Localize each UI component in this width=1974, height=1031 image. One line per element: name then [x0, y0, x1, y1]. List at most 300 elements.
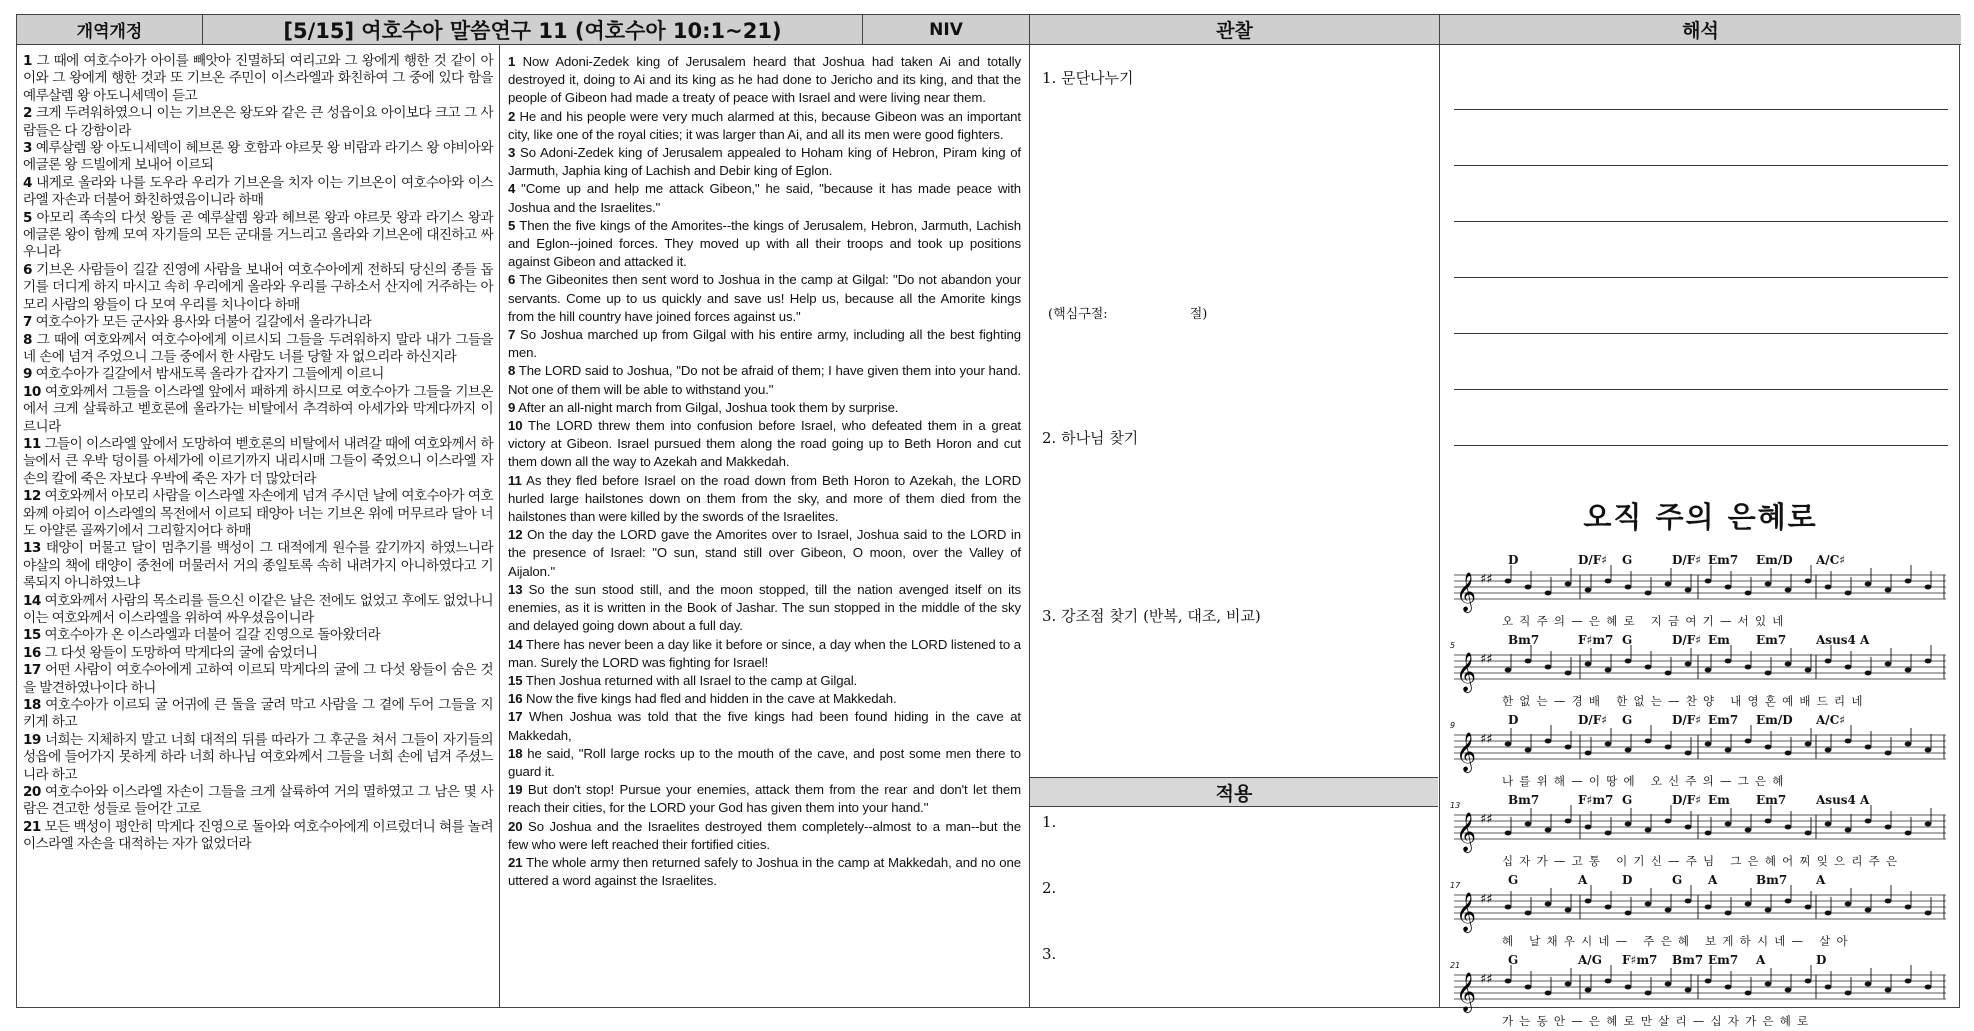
- verse: [508, 53, 1021, 108]
- note-icon: [1705, 979, 1712, 984]
- chord-label: A/C♯: [1816, 713, 1846, 727]
- key-signature-icon: ♯♯: [1480, 812, 1493, 827]
- korean-passage: [23, 53, 493, 854]
- chord-label: G: [1508, 873, 1519, 887]
- note-icon: [1865, 908, 1872, 913]
- verse-number: 4: [23, 174, 32, 191]
- verse-number: 14: [508, 636, 523, 652]
- chord-label: A: [1578, 873, 1588, 887]
- chord-label: D: [1622, 873, 1633, 887]
- writing-line[interactable]: [1454, 333, 1948, 334]
- chord-label: Bm7: [1508, 793, 1540, 807]
- note-icon: [1925, 659, 1932, 664]
- note-icon: [1505, 668, 1512, 673]
- writing-line[interactable]: [1454, 277, 1948, 278]
- note-icon: [1765, 982, 1772, 987]
- music-row: [1450, 553, 1948, 631]
- verse-text: 여호수아가 이르되 굴 어귀에 큰 돌을 굴려 막고 사람을 그 곁에 두어 그들을 지키게 하고: [23, 697, 493, 731]
- treble-clef-icon: 𝄞: [1456, 972, 1477, 1012]
- note-icon: [1645, 665, 1652, 670]
- note-icon: [1505, 831, 1512, 836]
- verse-number: 18: [23, 697, 41, 714]
- note-icon: [1505, 742, 1512, 747]
- note-icon: [1665, 582, 1672, 587]
- verse: [508, 690, 1021, 708]
- verse-number: 10: [23, 383, 41, 400]
- chord-label: D/F♯: [1578, 553, 1608, 567]
- note-icon: [1585, 751, 1592, 756]
- verse-text: he said, "Roll large rocks up to the mouth of the cave, and post some men there to guard it.: [508, 745, 1021, 779]
- note-icon: [1545, 739, 1552, 744]
- verse: [23, 366, 493, 383]
- application-item-2[interactable]: 2.: [1042, 879, 1057, 897]
- verse: [23, 262, 493, 314]
- note-icon: [1525, 822, 1532, 827]
- note-icon: [1925, 585, 1932, 590]
- note-icon: [1725, 659, 1732, 664]
- note-icon: [1885, 825, 1892, 830]
- music-staff: [1450, 873, 1948, 933]
- note-icon: [1745, 828, 1752, 833]
- note-icon: [1645, 902, 1652, 907]
- note-icon: [1665, 982, 1672, 987]
- verse: [508, 108, 1021, 144]
- verse-text: The Gibeonites then sent word to Joshua in the camp at Gilgal: "Do not abandon your servants. Come up to us quickly and save us! Help us, because all the Amorite kings from the hill country have joined forces against us.": [508, 272, 1021, 324]
- verse-number: 19: [508, 782, 523, 798]
- measure-number: 5: [1450, 641, 1456, 650]
- note-icon: [1725, 985, 1732, 990]
- note-icon: [1825, 585, 1832, 590]
- note-icon: [1925, 985, 1932, 990]
- chord-label: Em7: [1756, 633, 1787, 647]
- key-signature-icon: ♯♯: [1480, 652, 1493, 667]
- writing-line[interactable]: [1454, 445, 1948, 446]
- application-header: 적용: [1030, 777, 1438, 807]
- verse-text: 어떤 사람이 여호수아에게 고하여 이르되 막게다의 굴에 그 다섯 왕들이 숨은 것을 발견하였나이다 하니: [23, 662, 493, 696]
- verse: [23, 488, 493, 540]
- verse-number: 17: [23, 662, 41, 679]
- note-icon: [1765, 908, 1772, 913]
- verse: [23, 662, 493, 697]
- verse: [508, 781, 1021, 817]
- note-icon: [1785, 588, 1792, 593]
- note-icon: [1785, 899, 1792, 904]
- note-icon: [1505, 579, 1512, 584]
- verse: [508, 144, 1021, 180]
- verse-text: After an all-night march from Gilgal, Joshua took them by surprise.: [515, 399, 899, 415]
- note-icon: [1545, 591, 1552, 596]
- verse: [23, 384, 493, 436]
- verse: [508, 217, 1021, 272]
- verse-text: So Joshua marched up from Gilgal with his entire army, including all the best fighting men.: [508, 327, 1021, 361]
- note-icon: [1625, 822, 1632, 827]
- note-icon: [1925, 748, 1932, 753]
- english-text-column: [500, 45, 1030, 1007]
- note-icon: [1885, 751, 1892, 756]
- note-icon: [1565, 671, 1572, 676]
- verse: [508, 362, 1021, 398]
- observation-item-2: 2. 하나님 찾기: [1042, 429, 1139, 447]
- lyrics-line: 십자가—고통 이기신—주님 그은혜어찌잊으리주은: [1502, 854, 1904, 868]
- note-icon: [1765, 671, 1772, 676]
- measure-number: 21: [1450, 961, 1461, 970]
- chord-label: Bm7: [1756, 873, 1788, 887]
- note-icon: [1825, 659, 1832, 664]
- verse-number: 15: [23, 627, 41, 644]
- note-icon: [1625, 585, 1632, 590]
- note-icon: [1725, 911, 1732, 916]
- measure-number: 17: [1450, 881, 1461, 890]
- verse-text: 여호와께서 아모리 사람을 이스라엘 자손에게 넘겨 주시던 날에 여호수아가 여호와께 아뢰어 이스라엘의 목전에서 이르되 태양아 너는 기브온 위에 머무르라 달아 너도 아얄론 골짜기에서 그리할지어다 하매: [23, 488, 494, 539]
- chord-label: A: [1708, 873, 1718, 887]
- verse: [23, 645, 493, 662]
- version-header: 개역개정: [17, 15, 203, 45]
- verse: [508, 708, 1021, 744]
- music-row: [1450, 873, 1948, 951]
- verse-number: 21: [508, 854, 523, 870]
- note-icon: [1665, 671, 1672, 676]
- verse-number: 16: [508, 691, 523, 707]
- verse-text: 그 때에 여호와께서 여호수아에게 이르시되 그들을 두려워하지 말라 내가 그들을 네 손에 넘겨 주었으니 그들 중에서 한 사람도 너를 당할 자 없으리라 하신지라: [23, 331, 493, 365]
- key-signature-icon: ♯♯: [1480, 972, 1493, 987]
- chord-label: F♯m7: [1578, 793, 1614, 807]
- verse-number: 7: [508, 327, 516, 343]
- verse-text: 그 때에 여호수아가 아이를 빼앗아 진멸하되 여리고와 그 왕에게 행한 것 같이 아이와 그 왕에게 행한 것과 또 기브온 주민이 이스라엘과 화친하여 그 중에 있다 함을 예루살렘 왕 아도니세덱이 듣고: [23, 53, 493, 104]
- verse: [23, 593, 493, 628]
- chord-label: Em7: [1708, 713, 1739, 727]
- verse-text: 그 다섯 왕들이 도망하여 막게다의 굴에 숨었더니: [40, 644, 318, 661]
- verse: [23, 140, 493, 175]
- note-icon: [1825, 822, 1832, 827]
- verse: [23, 540, 493, 592]
- note-icon: [1805, 579, 1812, 584]
- chord-label: D/F♯: [1672, 793, 1702, 807]
- note-icon: [1925, 911, 1932, 916]
- observation-item-1: 1. 문단나누기: [1042, 69, 1134, 87]
- note-icon: [1585, 899, 1592, 904]
- note-icon: [1665, 819, 1672, 824]
- chord-label: D/F♯: [1672, 633, 1702, 647]
- verse-number: 6: [508, 272, 516, 288]
- chord-label: A: [1816, 873, 1826, 887]
- key-verse-suffix: 절): [1189, 307, 1208, 322]
- verse-text: 모든 백성이 평안히 막게다 진영으로 돌아와 여호수아에게 이르렀더니 혀를 놀려 이스라엘 자손을 대적하는 자가 없었더라: [23, 818, 493, 853]
- verse-number: 12: [23, 488, 41, 505]
- verse-number: 15: [508, 672, 523, 688]
- note-icon: [1825, 985, 1832, 990]
- chord-label: F♯m7: [1622, 953, 1658, 967]
- verse: [23, 53, 493, 105]
- chord-label: A: [1860, 633, 1870, 647]
- measure-number: 13: [1450, 801, 1461, 810]
- note-icon: [1865, 582, 1872, 587]
- verse: [23, 314, 493, 331]
- note-icon: [1885, 588, 1892, 593]
- key-signature-icon: ♯♯: [1480, 572, 1493, 587]
- verse-text: "Come up and help me attack Gibeon," he said, "because it has made peace with Joshua and the Israelites.": [508, 181, 1021, 215]
- verse-text: 여호와께서 사람의 목소리를 들으신 이같은 날은 전에도 없었고 후에도 없었나니 이는 여호와께서 이스라엘을 위하여 싸우셨음이니라: [23, 592, 493, 626]
- music-row: [1450, 793, 1948, 871]
- interpretation-column: [1440, 45, 1961, 1028]
- note-icon: [1685, 588, 1692, 593]
- verse-number: 18: [508, 745, 523, 761]
- note-icon: [1725, 748, 1732, 753]
- verse-number: 8: [508, 363, 516, 379]
- music-row: [1450, 953, 1948, 1031]
- verse-text: The whole army then returned safely to Joshua in the camp at Makkedah, and no one uttered a word against the Israelites.: [508, 854, 1021, 889]
- verse: [23, 436, 493, 488]
- chord-label: A/G: [1578, 953, 1602, 967]
- note-icon: [1905, 979, 1912, 984]
- treble-clef-icon: 𝄞: [1456, 892, 1477, 932]
- note-icon: [1545, 665, 1552, 670]
- note-icon: [1705, 668, 1712, 673]
- note-icon: [1505, 905, 1512, 910]
- note-icon: [1605, 905, 1612, 910]
- chord-label: A: [1860, 793, 1870, 807]
- note-icon: [1845, 591, 1852, 596]
- chord-label: Bm7: [1672, 953, 1704, 967]
- writing-line[interactable]: [1454, 109, 1948, 110]
- note-icon: [1685, 751, 1692, 756]
- key-verse-label: (핵심구절:: [1048, 307, 1108, 322]
- verse-text: 그들이 이스라엘 앞에서 도망하여 벧호론의 비탈에서 내려갈 때에 여호와께서 하늘에서 큰 우박 덩이를 아세가에 이르기까지 내리시매 그들이 죽었으니 이스라엘 자손의 칼에 죽은 자보다 우박에 죽은 자가 더 많았더라: [23, 435, 493, 487]
- note-icon: [1865, 982, 1872, 987]
- verse: [23, 819, 493, 854]
- note-icon: [1585, 825, 1592, 830]
- chord-label: Bm7: [1508, 633, 1540, 647]
- note-icon: [1625, 911, 1632, 916]
- chord-label: D: [1508, 553, 1519, 567]
- note-icon: [1705, 742, 1712, 747]
- note-icon: [1805, 668, 1812, 673]
- note-icon: [1525, 985, 1532, 990]
- note-icon: [1545, 828, 1552, 833]
- note-icon: [1905, 831, 1912, 836]
- note-icon: [1645, 591, 1652, 596]
- note-icon: [1565, 745, 1572, 750]
- measure-number: 9: [1450, 721, 1456, 730]
- note-icon: [1705, 579, 1712, 584]
- note-icon: [1805, 742, 1812, 747]
- note-icon: [1705, 831, 1712, 836]
- note-icon: [1645, 739, 1652, 744]
- note-icon: [1565, 982, 1572, 987]
- chord-label: Em7: [1756, 793, 1787, 807]
- note-icon: [1565, 582, 1572, 587]
- verse-number: 3: [508, 145, 516, 161]
- verse: [23, 210, 493, 262]
- note-icon: [1905, 668, 1912, 673]
- study-sheet: [16, 14, 1960, 1028]
- chord-label: Asus4: [1816, 633, 1856, 647]
- note-icon: [1785, 825, 1792, 830]
- chord-label: A/C♯: [1816, 553, 1846, 567]
- chord-label: Em/D: [1756, 713, 1793, 727]
- verse-number: 1: [23, 53, 32, 69]
- note-icon: [1625, 659, 1632, 664]
- application-item-3[interactable]: 3.: [1042, 945, 1057, 963]
- lyrics-line: 나를위해—이땅에 오신주의—그은혜: [1502, 774, 1790, 788]
- chord-label: G: [1622, 633, 1633, 647]
- chord-label: D: [1508, 713, 1519, 727]
- verse-number: 11: [23, 435, 41, 452]
- note-icon: [1605, 668, 1612, 673]
- verse-text: 여호와께서 그들을 이스라엘 앞에서 패하게 하시므로 여호수아가 그들을 기브온에서 크게 살륙하고 벧호론에 올라가는 비탈에서 추격하여 아세가와 막게다까지 이르니라: [23, 383, 493, 435]
- verse-text: As they fled before Israel on the road down from Beth Horon to Azekah, the LORD hurled large hailstones down on them from the sky, and more of them died from the hailstones than were killed by the swords of the Israelites.: [508, 472, 1021, 525]
- note-icon: [1745, 739, 1752, 744]
- note-icon: [1665, 745, 1672, 750]
- verse-number: 2: [23, 105, 32, 122]
- note-icon: [1505, 979, 1512, 984]
- verse-text: 내게로 올라와 나를 도우라 우리가 기브온을 치자 이는 기브온이 여호수아와 이스라엘 자손과 더불어 화친하였음이니라 하매: [23, 174, 493, 209]
- note-icon: [1525, 659, 1532, 664]
- verse-number: 13: [23, 540, 41, 557]
- chord-label: D/F♯: [1578, 713, 1608, 727]
- note-icon: [1605, 831, 1612, 836]
- note-icon: [1525, 911, 1532, 916]
- chord-label: F♯m7: [1578, 633, 1614, 647]
- verse-text: 여호수아가 모든 군사와 용사와 더불어 길갈에서 올라가니라: [31, 314, 372, 331]
- chord-label: Em: [1708, 633, 1730, 647]
- note-icon: [1845, 828, 1852, 833]
- verse-number: 2: [508, 108, 516, 124]
- music-row: [1450, 713, 1948, 791]
- note-icon: [1745, 991, 1752, 996]
- verse-text: So Adoni-Zedek king of Jerusalem appealed to Hoham king of Hebron, Piram king of Jarmuth, Japhia king of Lachish and Debir king of Eglon.: [508, 145, 1021, 179]
- verse-text: 기브온 사람들이 길갈 진영에 사람을 보내어 여호수아에게 전하되 당신의 종들 돕기를 더디게 하지 마시고 속히 우리에게 올라와 우리를 구하소서 산지에 거주하는 아모리 사람의 왕들이 다 모여 우리를 치나이다 하매: [23, 261, 493, 313]
- verse: [508, 326, 1021, 362]
- verse-number: 12: [508, 527, 523, 543]
- verse: [23, 175, 493, 210]
- chord-label: G: [1622, 793, 1633, 807]
- note-icon: [1925, 822, 1932, 827]
- note-icon: [1645, 828, 1652, 833]
- note-icon: [1705, 905, 1712, 910]
- treble-clef-icon: 𝄞: [1456, 732, 1477, 772]
- verse-text: 너희는 지체하지 말고 너희 대적의 뒤를 따라가 그 후군을 쳐서 그들이 자기들의 성읍에 들어가지 못하게 하라 너희 하나님 여호와께서 그들을 너희 손에 넘겨 주셨느니라 하고: [23, 731, 493, 783]
- verse-text: There has never been a day like it before or since, a day when the LORD listened to a man. Surely the LORD was fighting for Israel!: [508, 636, 1021, 670]
- verse-text: 여호수아가 길갈에서 밤새도록 올라가 갑자기 그들에게 이르니: [31, 366, 384, 383]
- treble-clef-icon: 𝄞: [1456, 572, 1477, 612]
- verse-number: 13: [508, 581, 523, 597]
- verse-text: But don't stop! Pursue your enemies, attack them from the rear and don't let them reach their cities, for the LORD your God has given them into your hand.": [508, 782, 1021, 816]
- verse: [508, 526, 1021, 581]
- note-icon: [1545, 902, 1552, 907]
- note-icon: [1845, 991, 1852, 996]
- note-icon: [1765, 582, 1772, 587]
- verse: [508, 854, 1021, 890]
- note-icon: [1585, 662, 1592, 667]
- verse-text: So Joshua and the Israelites destroyed them completely--almost to a man--but the few who were left reached their fortified cities.: [508, 818, 1021, 852]
- note-icon: [1565, 908, 1572, 913]
- note-icon: [1685, 825, 1692, 830]
- chord-label: D/F♯: [1672, 713, 1702, 727]
- note-icon: [1765, 819, 1772, 824]
- note-icon: [1725, 822, 1732, 827]
- note-icon: [1565, 819, 1572, 824]
- verse: [508, 180, 1021, 216]
- verse: [23, 697, 493, 732]
- writing-line[interactable]: [1454, 389, 1948, 390]
- note-icon: [1745, 591, 1752, 596]
- note-icon: [1605, 979, 1612, 984]
- note-icon: [1825, 748, 1832, 753]
- verse-text: Now Adoni-Zedek king of Jerusalem heard that Joshua had taken Ai and totally destroyed it, doing to Ai and its king as he had done to Jericho and its king, and that the people of Gibeon had made a treaty of peace with Israel and were living near them.: [508, 54, 1021, 106]
- verse: [508, 672, 1021, 690]
- note-icon: [1865, 819, 1872, 824]
- note-icon: [1805, 831, 1812, 836]
- verse-text: The LORD said to Joshua, "Do not be afraid of them; I have given them into your hand. Not one of them will be able to withstand you.": [508, 363, 1021, 397]
- note-icon: [1545, 991, 1552, 996]
- verse-number: 17: [508, 709, 523, 725]
- note-icon: [1585, 588, 1592, 593]
- verse-number: 20: [508, 818, 523, 834]
- verse-number: 5: [508, 217, 516, 233]
- treble-clef-icon: 𝄞: [1456, 812, 1477, 852]
- note-icon: [1525, 585, 1532, 590]
- note-icon: [1665, 908, 1672, 913]
- note-icon: [1745, 902, 1752, 907]
- chord-label: G: [1622, 553, 1633, 567]
- chord-label: Em/D: [1756, 553, 1793, 567]
- note-icon: [1785, 662, 1792, 667]
- lyrics-line: 한없는—경배 한없는—찬양 내영혼예배드리네: [1502, 694, 1869, 708]
- verse: [23, 732, 493, 784]
- note-icon: [1525, 748, 1532, 753]
- verse: [508, 581, 1021, 636]
- verse: [23, 105, 493, 140]
- chord-label: Asus4: [1816, 793, 1856, 807]
- note-icon: [1605, 742, 1612, 747]
- interpretation-header: 해석: [1440, 15, 1961, 45]
- note-icon: [1885, 988, 1892, 993]
- niv-header: NIV: [863, 15, 1030, 45]
- note-icon: [1785, 751, 1792, 756]
- note-icon: [1885, 662, 1892, 667]
- note-icon: [1645, 991, 1652, 996]
- verse-text: So the sun stood still, and the moon stopped, till the nation avenged itself on its enemies, as it is written in the Book of Jashar. The sun stopped in the middle of the sky and delayed going down about a full day.: [508, 581, 1021, 634]
- chord-label: A: [1756, 953, 1766, 967]
- verse-text: 예루살렘 왕 아도니세덱이 헤브론 왕 호함과 야르뭇 왕 비람과 라기스 왕 야비아와 에글론 왕 드빌에게 보내어 이르되: [23, 140, 493, 174]
- chord-label: D: [1816, 953, 1827, 967]
- verse-number: 8: [23, 331, 32, 348]
- note-icon: [1825, 911, 1832, 916]
- verse: [508, 636, 1021, 672]
- verse-number: 16: [23, 644, 41, 661]
- verse-number: 11: [508, 472, 522, 488]
- verse: [508, 417, 1021, 472]
- verse: [508, 818, 1021, 854]
- note-icon: [1745, 665, 1752, 670]
- lyrics-line: 혜 날채우시네— 주은혜 보게하시네— 살아: [1502, 934, 1854, 948]
- application-item-1[interactable]: 1.: [1042, 813, 1057, 831]
- observation-item-3: 3. 강조점 찾기 (반복, 대조, 비교): [1042, 607, 1261, 625]
- note-icon: [1785, 988, 1792, 993]
- note-icon: [1845, 665, 1852, 670]
- note-icon: [1905, 742, 1912, 747]
- writing-line[interactable]: [1454, 221, 1948, 222]
- note-icon: [1605, 579, 1612, 584]
- verse-number: 20: [23, 784, 41, 801]
- key-verse-field[interactable]: [1048, 303, 1207, 322]
- verse: [23, 627, 493, 644]
- song-title: 오직 주의 은혜로: [1583, 500, 1818, 534]
- note-icon: [1725, 585, 1732, 590]
- chord-label: Em: [1708, 793, 1730, 807]
- note-icon: [1685, 988, 1692, 993]
- writing-line[interactable]: [1454, 165, 1948, 166]
